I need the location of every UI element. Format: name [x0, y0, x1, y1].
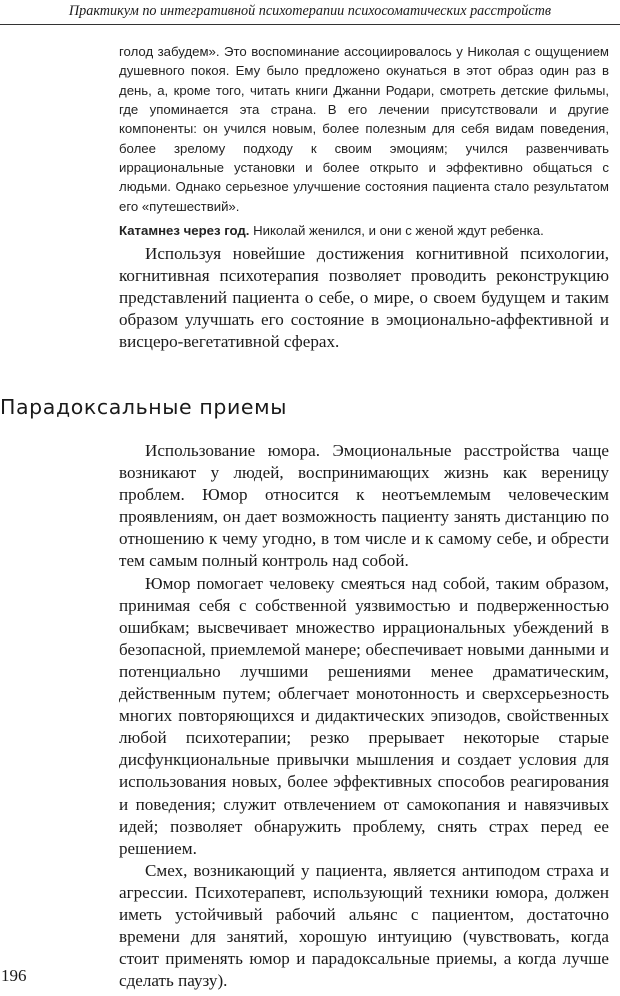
header-rule [0, 24, 620, 25]
section-paragraph: Использование юмора. Эмоциональные расстройства чаще возникают у людей, воспринимающих жизнь как вереницу проблем. Юмор относится к неотъемлемым человеческим проявлениям, он дает возможность пациенту занять дистанцию по отношению к чему угодно, в том числе и к самому себе, и обрести тем самым полный контроль над собой. [119, 441, 609, 571]
catamnesis-label: Катамнез через год. [119, 223, 250, 239]
catamnesis-paragraph [119, 221, 609, 240]
intro-paragraph: Используя новейшие достижения когнитивной психологии, когнитивная психотерапия позволяет проводить реконструкцию представлений пациента о себе, о мире, о своем будущем и таким образом улучшать его состояние в эмоционально-аффективной и висцеро-вегетативной сферах. [119, 244, 609, 352]
section-heading: Парадоксальные приемы [0, 395, 287, 419]
page-number: 196 [1, 966, 27, 985]
case-continuation-paragraph: голод забудем». Это воспоминание ассоциировалось у Николая с ощущением душевного покоя. Ему было предложено окунаться в этот образ один раз в день, а, кроме того, читать книги Джанни Родари, смотреть детские фильмы, где упоминается эта страна. В его лечении присутствовали и другие компоненты: он учился новым, более полезным для себя видам поведения, более зрелому подходу к своим эмоциям; учился развенчивать иррациональные установки и более открыто и эффективно общаться с людьми. Однако серьезное улучшение состояния пациента стало результатом его «путешествий». [119, 44, 609, 214]
section-paragraph: Смех, возникающий у пациента, является антиподом страха и агрессии. Психотерапевт, использующий техники юмора, должен иметь устойчивый рабочий альянс с пациентом, достаточно времени для занятий, хорошую интуицию (чувствовать, когда стоит применять юмор и парадоксальные приемы, а когда лучше сделать паузу). [119, 860, 609, 991]
section-body [119, 440, 609, 992]
section-paragraph: Юмор помогает человеку смеяться над собой, таким образом, принимая себя с собственной уязвимостью и подверженностью ошибкам; высвечивает множество иррациональных убеждений в безопасной, приемлемой манере; обеспечивает новыми данными и потенциально лучшими решениями менее драматическим, действенным путем; облегчает монотонность и сверхсерьезность многих повторяющихся и дидактических эпизодов, свойственных любой психотерапии; резко прерывает некоторые старые дисфункциональные привычки мышления и создает условия для использования новых, более эффективных способов реагирования и поведения; служит отвлечением от самокопания и навязчивых идей; позволяет обнаружить проблему, снять страх перед ее решением. [119, 573, 609, 858]
intro-block [119, 243, 609, 353]
catamnesis-text: Николай женился, и они с женой ждут ребенка. [249, 223, 544, 239]
running-header: Практикум по интегративной психотерапии психосоматических расстройств [68, 3, 552, 19]
case-study-block [119, 42, 609, 240]
